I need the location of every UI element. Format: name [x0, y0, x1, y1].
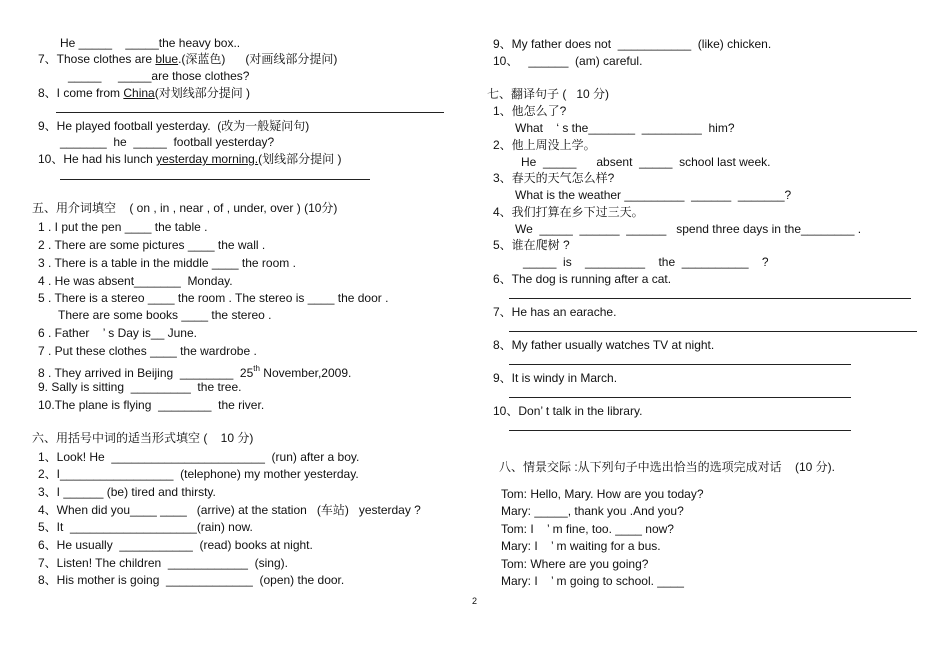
- section7-title: 七、翻译句子 ( 10 分): [487, 87, 610, 101]
- t8-answer-rule: [509, 364, 851, 365]
- s5-item-8: 8 . They arrived in Beijing ________ 25th November,2009.: [38, 364, 352, 380]
- q9-answer-line: _______ he _____ football yesterday?: [60, 135, 275, 149]
- dialogue-line-4: Mary: I ’ m waiting for a bus.: [501, 539, 661, 553]
- t3-english: What is the weather _________ ______ _______?: [515, 188, 792, 202]
- s5-item-5b: There are some books ____ the stereo .: [58, 308, 272, 322]
- section5-title: 五、用介词填空 ( on , in , near , of , under, over ) (10分): [32, 201, 338, 215]
- s5-item-1: 1 . I put the pen ____ the table .: [38, 220, 208, 234]
- t2-chinese: 2、他上周没上学。: [493, 138, 596, 152]
- underlined-word: blue: [155, 52, 179, 66]
- s5-item-9: 9. Sally is sitting _________ the tree.: [38, 380, 242, 394]
- t4-english: We _____ ______ ______ spend three days in the________ .: [515, 222, 862, 236]
- s5-item-5: 5 . There is a stereo ____ the room . The stereo is ____ the door .: [38, 291, 389, 305]
- t4-chinese: 4、我们打算在乡下过三天。: [493, 205, 644, 219]
- q7-answer-line: _____ _____are those clothes?: [68, 69, 250, 83]
- t3-chinese: 3、春天的天气怎么样?: [493, 171, 615, 185]
- s6-item-7: 7、Listen! The children ____________ (sing).: [38, 556, 288, 570]
- s5-item-2: 2 . There are some pictures ____ the wall .: [38, 238, 266, 252]
- t6-text: 6、The dog is running after a cat.: [493, 272, 672, 286]
- s6-item-1: 1、Look! He _______________________ (run) after a boy.: [38, 450, 360, 464]
- q6-answer-line: He _____ _____the heavy box..: [60, 36, 241, 50]
- dialogue-line-3: Tom: I ’ m fine, too. ____ now?: [501, 522, 674, 536]
- s6-item-10: 10、 ______ (am) careful.: [493, 54, 643, 68]
- t7-answer-rule: [509, 331, 917, 332]
- q8-answer-rule: [56, 112, 444, 113]
- q9-text: 9、He played football yesterday. (改为一般疑问句): [38, 119, 310, 133]
- s6-item-8: 8、His mother is going _____________ (open) the door.: [38, 573, 345, 587]
- t10-text: 10、Don’ t talk in the library.: [493, 404, 643, 418]
- s6-item-5: 5、It ___________________(rain) now.: [38, 520, 253, 534]
- s5-item-3: 3 . There is a table in the middle ____ the room .: [38, 256, 296, 270]
- t5-english: _____ is _________ the __________ ?: [523, 255, 769, 269]
- s5-item-4: 4 . He was absent_______ Monday.: [38, 274, 233, 288]
- page-number: 2: [472, 596, 478, 606]
- dialogue-line-5: Tom: Where are you going?: [501, 557, 649, 571]
- s6-item-3: 3、I ______ (be) tired and thirsty.: [38, 485, 216, 499]
- s6-item-6: 6、He usually ___________ (read) books at night.: [38, 538, 313, 552]
- q10-answer-rule: [60, 179, 370, 180]
- t2-english: He _____ absent _____ school last week.: [521, 155, 771, 169]
- t9-text: 9、It is windy in March.: [493, 371, 618, 385]
- underlined-word: China: [123, 86, 155, 100]
- t6-answer-rule: [509, 298, 911, 299]
- q8-text: 8、I come from China(对划线部分提问 ): [38, 86, 251, 100]
- q10-text: 10、He had his lunch yesterday morning.(划线部分提问 ): [38, 152, 342, 166]
- t7-text: 7、He has an earache.: [493, 305, 617, 319]
- t9-answer-rule: [509, 397, 851, 398]
- q7-text: 7、Those clothes are blue.(深蓝色) (对画线部分提问): [38, 52, 338, 66]
- t8-text: 8、My father usually watches TV at night.: [493, 338, 715, 352]
- underlined-phrase: yesterday morning.: [156, 152, 259, 166]
- dialogue-line-1: Tom: Hello, Mary. How are you today?: [501, 487, 704, 501]
- s5-item-10: 10.The plane is flying ________ the river.: [38, 398, 265, 412]
- s5-item-6: 6 . Father ’ s Day is__ June.: [38, 326, 197, 340]
- s6-item-4: 4、When did you____ ____ (arrive) at the station (车站) yesterday ?: [38, 503, 421, 517]
- s6-item-9: 9、My father does not ___________ (like) chicken.: [493, 37, 772, 51]
- section6-title: 六、用括号中词的适当形式填空 ( 10 分): [32, 431, 254, 445]
- dialogue-line-2: Mary: _____, thank you .And you?: [501, 504, 684, 518]
- t10-answer-rule: [509, 430, 851, 431]
- s6-item-2: 2、I_________________ (telephone) my mother yesterday.: [38, 467, 359, 481]
- t1-chinese: 1、他怎么了?: [493, 104, 567, 118]
- t5-chinese: 5、谁在爬树 ?: [493, 238, 570, 252]
- s5-item-7: 7 . Put these clothes ____ the wardrobe .: [38, 344, 257, 358]
- section8-title: 八、情景交际 :从下列句子中选出恰当的选项完成对话 (10 分).: [499, 460, 836, 474]
- dialogue-line-6: Mary: I ’ m going to school. ____: [501, 574, 684, 588]
- t1-english: What ‘ s the_______ _________ him?: [515, 121, 735, 135]
